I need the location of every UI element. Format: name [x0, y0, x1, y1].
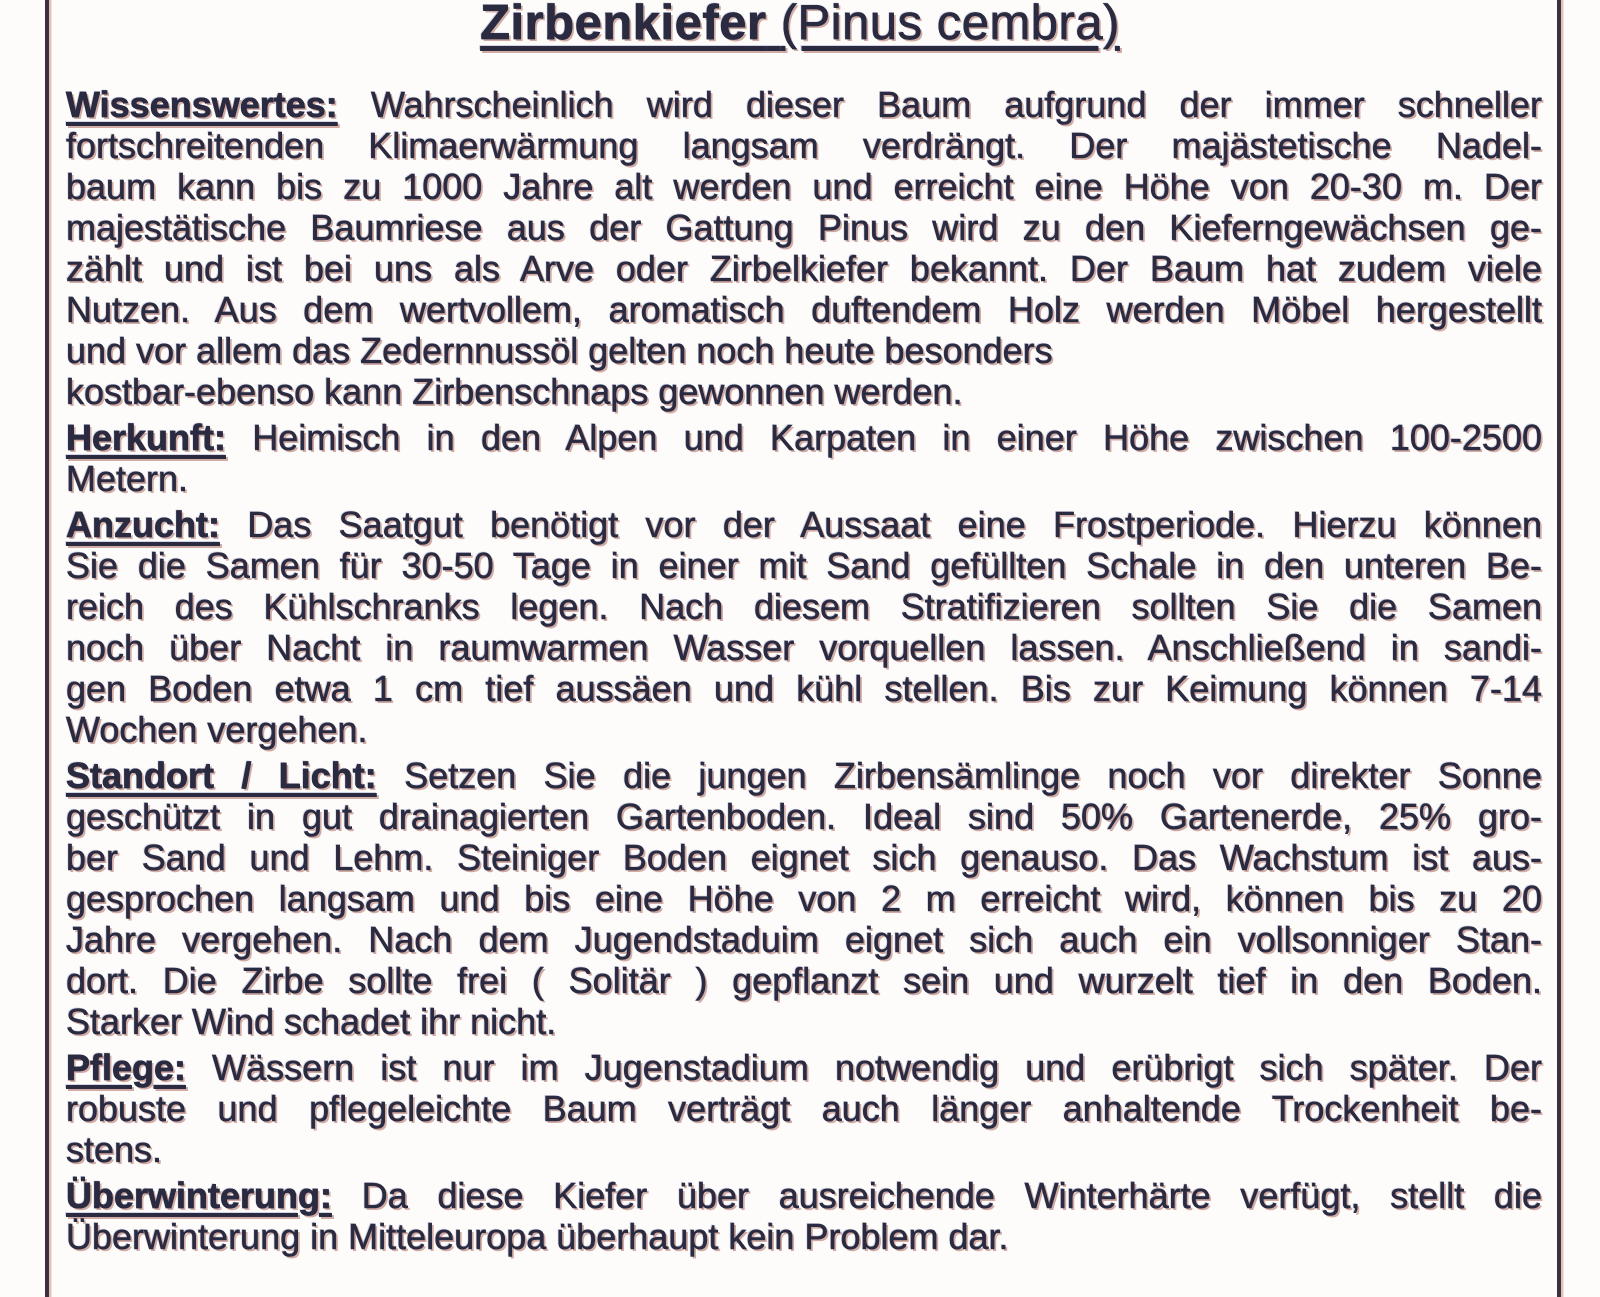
section-text: Das Saatgut benötigt vor der Aussaat eine Frostperiode. Hierzu können	[247, 504, 1542, 545]
text-line	[66, 417, 1542, 458]
text-line: stens.	[66, 1129, 163, 1170]
text-line: majestätische Baumriese aus der Gattung Pinus wird zu den Kieferngewächsen ge-	[66, 207, 1542, 248]
text-line: gesprochen langsam und bis eine Höhe von 2 m erreicht wird, können bis zu 20	[66, 878, 1542, 919]
section-text: Wahrscheinlich wird dieser Baum aufgrund der immer schneller	[370, 84, 1542, 125]
text-line: baum kann bis zu 1000 Jahre alt werden und erreicht eine Höhe von 20-30 m. Der	[66, 166, 1542, 207]
text-line: zählt und ist bei uns als Arve oder Zirbelkiefer bekannt. Der Baum hat zudem viele	[66, 248, 1542, 289]
section-paragraph	[66, 1047, 1542, 1170]
text-line	[66, 1047, 1542, 1088]
section-paragraph	[66, 84, 1542, 412]
text-line: Wochen vergehen.	[66, 709, 368, 750]
text-line: Überwinterung in Mitteleuropa überhaupt kein Problem dar.	[66, 1216, 1009, 1257]
section-label: Überwinterung:	[66, 1175, 332, 1216]
section-paragraph	[66, 1175, 1542, 1257]
text-line: kostbar-ebenso kann Zirbenschnaps gewonnen werden.	[66, 371, 963, 412]
page-title	[0, 0, 1600, 52]
section-paragraph	[66, 755, 1542, 1042]
text-line	[66, 84, 1542, 125]
text-line: dort. Die Zirbe sollte frei ( Solitär ) gepflanzt sein und wurzelt tief in den Boden.	[66, 960, 1542, 1001]
section-label: Anzucht:	[66, 504, 220, 545]
text-line	[66, 755, 1542, 796]
document-body	[66, 84, 1542, 1262]
section-paragraph	[66, 504, 1542, 750]
page-border-left	[45, 0, 49, 1297]
text-line: Sie die Samen für 30-50 Tage in einer mit Sand gefüllten Schale in den unteren Be-	[66, 545, 1542, 586]
text-line	[66, 504, 1542, 545]
text-line: noch über Nacht in raumwarmen Wasser vorquellen lassen. Anschließend in sandi-	[66, 627, 1542, 668]
text-line: Nutzen. Aus dem wertvollem, aromatisch duftendem Holz werden Möbel hergestellt	[66, 289, 1542, 330]
text-line: geschützt in gut drainagierten Gartenboden. Ideal sind 50% Gartenerde, 25% gro-	[66, 796, 1542, 837]
text-line: und vor allem das Zedernnussöl gelten noch heute besonders	[66, 330, 1053, 371]
title-plant-name: Zirbenkiefer	[480, 0, 767, 50]
title-latin-name: (Pinus cembra)	[780, 0, 1120, 50]
section-text: Wässern ist nur im Jugenstadium notwendig und erübrigt sich später. Der	[212, 1047, 1542, 1088]
section-label: Pflege:	[66, 1047, 187, 1088]
section-paragraph	[66, 417, 1542, 499]
section-text: Heimisch in den Alpen und Karpaten in einer Höhe zwischen 100-2500	[252, 417, 1542, 458]
section-label: Wissenswertes:	[66, 84, 338, 125]
text-line	[66, 1175, 1542, 1216]
section-label: Standort / Licht:	[66, 755, 377, 796]
section-label: Herkunft:	[66, 417, 226, 458]
section-text: Da diese Kiefer über ausreichende Winterhärte verfügt, stellt die	[361, 1175, 1542, 1216]
text-line: fortschreitenden Klimaerwärmung langsam verdrängt. Der majästetische Nadel-	[66, 125, 1542, 166]
text-line: ber Sand und Lehm. Steiniger Boden eignet sich genauso. Das Wachstum ist aus-	[66, 837, 1542, 878]
text-line: Metern.	[66, 458, 189, 499]
text-line: reich des Kühlschranks legen. Nach diesem Stratifizieren sollten Sie die Samen	[66, 586, 1542, 627]
section-text: Setzen Sie die jungen Zirbensämlinge noch vor direkter Sonne	[404, 755, 1542, 796]
text-line: Jahre vergehen. Nach dem Jugendstaduim eignet sich auch ein vollsonniger Stan-	[66, 919, 1542, 960]
text-line: Starker Wind schadet ihr nicht.	[66, 1001, 557, 1042]
text-line: gen Boden etwa 1 cm tief aussäen und kühl stellen. Bis zur Keimung können 7-14	[66, 668, 1542, 709]
title-underline	[480, 0, 1120, 50]
text-line: robuste und pflegeleichte Baum verträgt auch länger anhaltende Trockenheit be-	[66, 1088, 1542, 1129]
page-border-right	[1557, 0, 1561, 1297]
